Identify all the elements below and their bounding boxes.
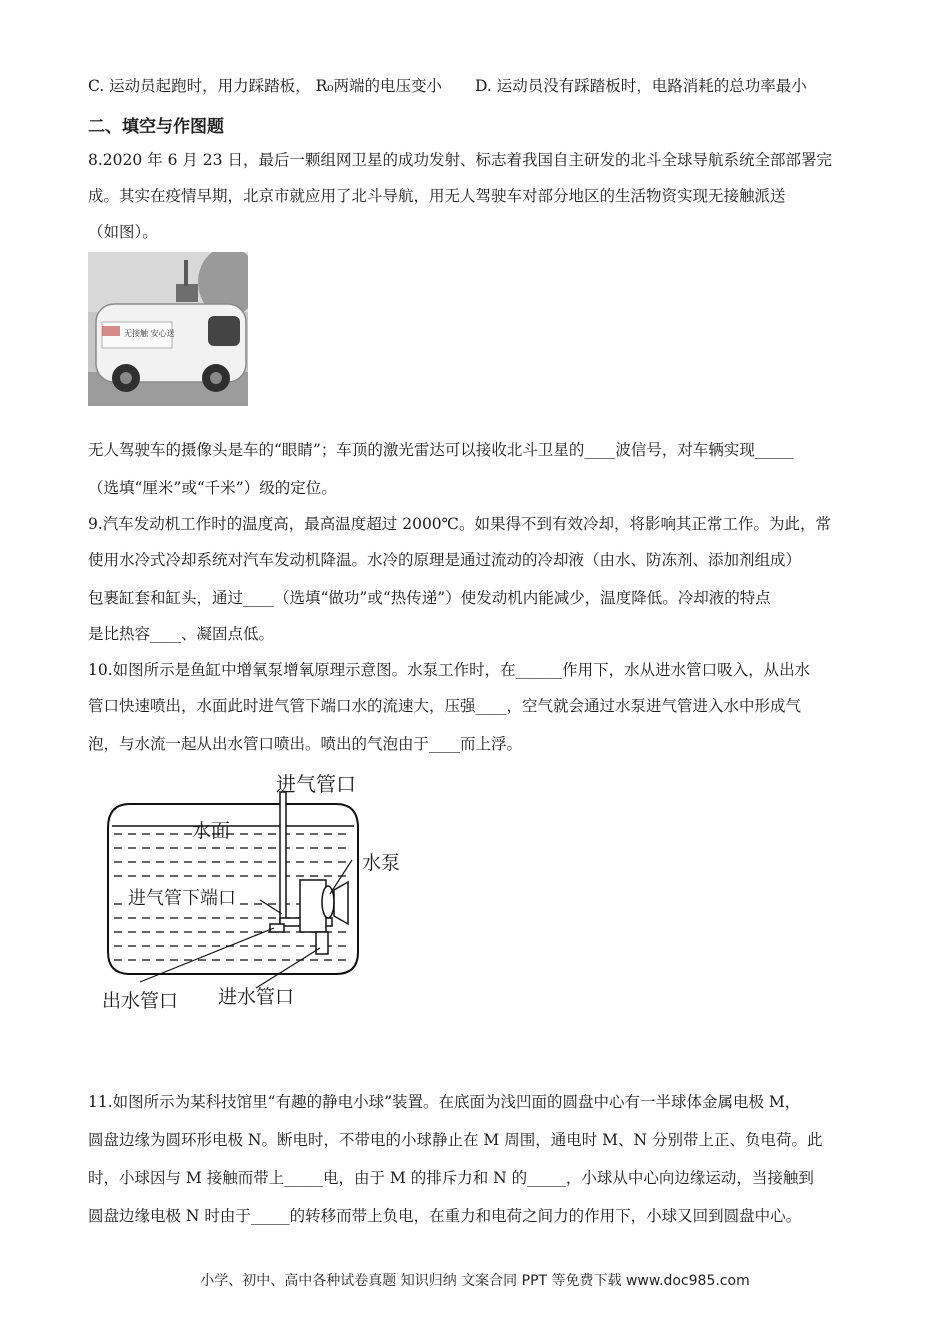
q8-line-2: 成。其实在疫情早期，北京市就应用了北斗导航，用无人驾驶车对部分地区的生活物资实现无接触派送: [88, 187, 786, 205]
q11-line-1: 11.如图所示为某科技馆里“有趣的静电小球”装置。在底面为浅凹面的圆盘中心有一半球体金属电极 M，: [88, 1093, 801, 1111]
page-footer: 小学、初中、高中各种试卷真题 知识归纳 文案合同 PPT 等免费下载 www.doc985.com: [200, 1273, 750, 1289]
q11-line-2: 圆盘边缘为圆环形电极 N。断电时，不带电的小球静止在 M 周围，通电时 M、N 分别带上正、负电荷。此: [88, 1131, 823, 1149]
q7-option-d: D. 运动员没有踩踏板时，电路消耗的总功率最小: [475, 77, 807, 95]
label-water-outlet: 出水管口: [102, 990, 179, 1012]
q8-line-3: （如图）。: [88, 223, 158, 241]
section-title: 二、填空与作图题: [88, 117, 224, 137]
label-pump: 水泵: [362, 852, 401, 874]
q9-line-4: 是比热容____、凝固点低。: [88, 625, 275, 643]
driverless-car-photo: [88, 252, 248, 406]
q8-line-1: 8.2020 年 6 月 23 日，最后一颗组网卫星的成功发射、标志着我国自主研发的北斗全球导航系统全部部署完: [88, 151, 832, 169]
q11-line-3: 时，小球因与 M 接触而带上_____电，由于 M 的排斥力和 N 的_____，小球从中心向边缘运动，当接触到: [88, 1169, 814, 1187]
aquarium-pump-diagram: [100, 762, 420, 1012]
inlet-pipe: [316, 932, 328, 954]
car-illustration: [88, 252, 248, 406]
air-tube: [280, 792, 286, 924]
label-air-inlet: 进气管口: [276, 772, 356, 796]
q10-line-2: 管口快速喷出，水面此时进气管下端口水的流速大，压强____，空气就会通过水泵进气管进入水中形成气: [88, 697, 802, 715]
label-air-lower-end: 进气管下端口: [128, 884, 236, 910]
q11-line-4: 圆盘边缘电极 N 时由于_____的转移而带上负电，在重力和电荷之间力的作用下，小球又回到圆盘中心。: [88, 1207, 802, 1225]
photo-sign-text: 无接触 安心送: [124, 329, 175, 338]
q9-line-3: 包裹缸套和缸头，通过____（选填“做功”或“热传递”）使发动机内能减少，温度降低。冷却液的特点: [88, 589, 771, 607]
q8-line-5: （选填“厘米”或“千米”）级的定位。: [88, 479, 337, 497]
q7-option-c: C. 运动员起跑时，用力踩踏板， R₀两端的电压变小: [88, 77, 442, 95]
q8-line-4: 无人驾驶车的摄像头是车的“眼睛”；车顶的激光雷达可以接收北斗卫星的____波信号，对车辆实现_____: [88, 441, 794, 459]
q10-line-1: 10.如图所示是鱼缸中增氧泵增氧原理示意图。水泵工作时，在______作用下，水从进水管口吸入，从出水: [88, 661, 811, 679]
q10-line-3: 泡，与水流一起从出水管口喷出。喷出的气泡由于____而上浮。: [88, 735, 523, 753]
q9-line-1: 9.汽车发动机工作时的温度高，最高温度超过 2000℃。如果得不到有效冷却，将影响其正常工作。为此，常: [88, 515, 832, 533]
label-water-surface: 水面: [192, 820, 231, 842]
q9-line-2: 使用水冷式冷却系统对汽车发动机降温。水冷的原理是通过流动的冷却液（由水、防冻剂、添加剂组成）: [88, 551, 802, 569]
outlet-pipe: [270, 924, 284, 932]
label-water-inlet: 进水管口: [218, 986, 295, 1008]
